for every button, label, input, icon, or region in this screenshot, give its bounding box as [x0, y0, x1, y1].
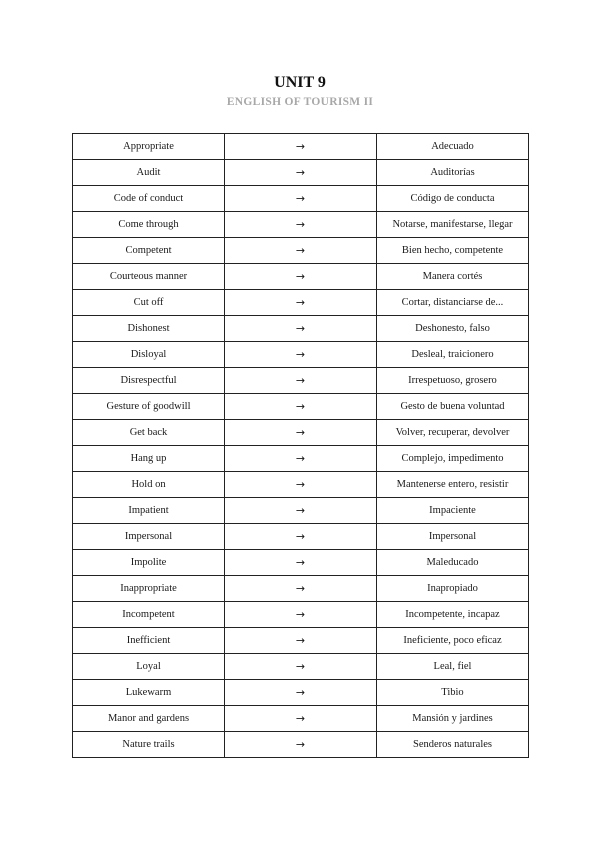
arrow-icon: → [225, 316, 377, 342]
english-term: Lukewarm [73, 680, 225, 706]
spanish-translation: Mantenerse entero, resistir [377, 472, 529, 498]
arrow-icon: → [225, 290, 377, 316]
glossary-table [72, 133, 529, 758]
table-row [73, 654, 529, 680]
spanish-translation: Maleducado [377, 550, 529, 576]
arrow-icon: → [225, 212, 377, 238]
spanish-translation: Bien hecho, competente [377, 238, 529, 264]
spanish-translation: Leal, fiel [377, 654, 529, 680]
table-row [73, 472, 529, 498]
english-term: Disrespectful [73, 368, 225, 394]
table-row [73, 368, 529, 394]
arrow-icon: → [225, 680, 377, 706]
english-term: Hang up [73, 446, 225, 472]
table-row [73, 680, 529, 706]
english-term: Gesture of goodwill [73, 394, 225, 420]
english-term: Audit [73, 160, 225, 186]
spanish-translation: Deshonesto, falso [377, 316, 529, 342]
arrow-icon: → [225, 524, 377, 550]
english-term: Nature trails [73, 732, 225, 758]
english-term: Come through [73, 212, 225, 238]
arrow-icon: → [225, 472, 377, 498]
table-row [73, 394, 529, 420]
table-row [73, 628, 529, 654]
table-row [73, 212, 529, 238]
table-row [73, 446, 529, 472]
spanish-translation: Inapropiado [377, 576, 529, 602]
page-subtitle: ENGLISH OF TOURISM II [226, 96, 374, 108]
table-row [73, 732, 529, 758]
table-row [73, 706, 529, 732]
english-term: Get back [73, 420, 225, 446]
spanish-translation: Complejo, impedimento [377, 446, 529, 472]
english-term: Loyal [73, 654, 225, 680]
spanish-translation: Incompetente, incapaz [377, 602, 529, 628]
english-term: Manor and gardens [73, 706, 225, 732]
english-term: Courteous manner [73, 264, 225, 290]
spanish-translation: Impersonal [377, 524, 529, 550]
table-row [73, 134, 529, 160]
spanish-translation: Mansión y jardines [377, 706, 529, 732]
arrow-icon: → [225, 602, 377, 628]
table-row [73, 342, 529, 368]
arrow-icon: → [225, 706, 377, 732]
arrow-icon: → [225, 446, 377, 472]
english-term: Competent [73, 238, 225, 264]
table-row [73, 498, 529, 524]
english-term: Impersonal [73, 524, 225, 550]
spanish-translation: Desleal, traicionero [377, 342, 529, 368]
spanish-translation: Adecuado [377, 134, 529, 160]
english-term: Cut off [73, 290, 225, 316]
table-row [73, 290, 529, 316]
arrow-icon: → [225, 732, 377, 758]
table-row [73, 576, 529, 602]
arrow-icon: → [225, 160, 377, 186]
arrow-icon: → [225, 550, 377, 576]
spanish-translation: Manera cortés [377, 264, 529, 290]
arrow-icon: → [225, 394, 377, 420]
table-row [73, 186, 529, 212]
spanish-translation: Tibio [377, 680, 529, 706]
table-row [73, 524, 529, 550]
arrow-icon: → [225, 654, 377, 680]
table-row [73, 264, 529, 290]
arrow-icon: → [225, 498, 377, 524]
table-row [73, 550, 529, 576]
spanish-translation: Senderos naturales [377, 732, 529, 758]
spanish-translation: Auditorías [377, 160, 529, 186]
table-row [73, 316, 529, 342]
table-row [73, 238, 529, 264]
spanish-translation: Volver, recuperar, devolver [377, 420, 529, 446]
arrow-icon: → [225, 186, 377, 212]
arrow-icon: → [225, 264, 377, 290]
english-term: Code of conduct [73, 186, 225, 212]
page-title: UNIT 9 [274, 74, 326, 91]
spanish-translation: Impaciente [377, 498, 529, 524]
spanish-translation: Notarse, manifestarse, llegar [377, 212, 529, 238]
english-term: Disloyal [73, 342, 225, 368]
table-row [73, 160, 529, 186]
spanish-translation: Cortar, distanciarse de... [377, 290, 529, 316]
glossary-rows [73, 134, 529, 758]
english-term: Inefficient [73, 628, 225, 654]
spanish-translation: Gesto de buena voluntad [377, 394, 529, 420]
english-term: Incompetent [73, 602, 225, 628]
english-term: Impatient [73, 498, 225, 524]
arrow-icon: → [225, 134, 377, 160]
spanish-translation: Código de conducta [377, 186, 529, 212]
english-term: Inappropriate [73, 576, 225, 602]
arrow-icon: → [225, 368, 377, 394]
spanish-translation: Irrespetuoso, grosero [377, 368, 529, 394]
english-term: Impolite [73, 550, 225, 576]
table-row [73, 602, 529, 628]
arrow-icon: → [225, 576, 377, 602]
english-term: Hold on [73, 472, 225, 498]
arrow-icon: → [225, 628, 377, 654]
arrow-icon: → [225, 238, 377, 264]
spanish-translation: Ineficiente, poco eficaz [377, 628, 529, 654]
table-row [73, 420, 529, 446]
arrow-icon: → [225, 420, 377, 446]
arrow-icon: → [225, 342, 377, 368]
english-term: Dishonest [73, 316, 225, 342]
english-term: Appropriate [73, 134, 225, 160]
